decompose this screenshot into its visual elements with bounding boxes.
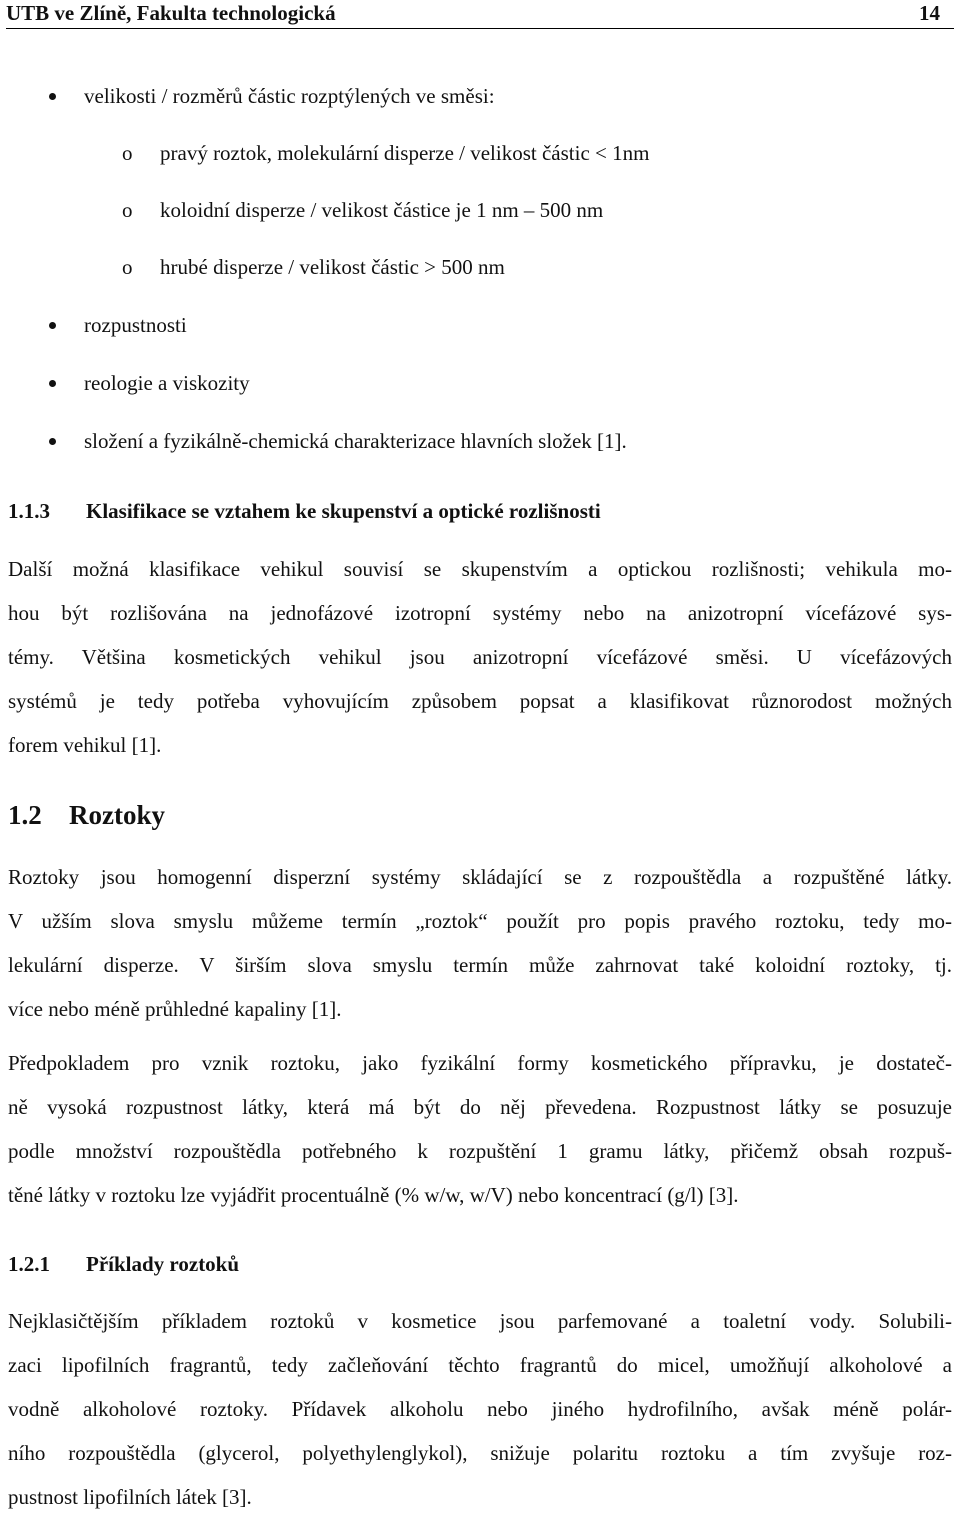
text-line: hou být rozlišována na jednofázové izotropní systémy nebo na anizotropní vícefázové sys- (8, 601, 952, 625)
sub-bullet-icon: o (122, 255, 133, 279)
text-line: systémů je tedy potřeba vyhovujícím způsobem popsat a klasifikovat různorodost možných (8, 689, 952, 713)
sub-bullet-icon: o (122, 141, 133, 165)
text-line: Nejklasičtějším příkladem roztoků v kosmetice jsou parfemované a toaletní vody. Solubili- (8, 1309, 952, 1333)
list-item: rozpustnosti (84, 313, 187, 337)
page-header (6, 0, 954, 29)
section-number: 1.2 (8, 800, 42, 830)
text-line: lekulární disperze. V širším slova smyslu termín může zahrnovat také koloidní roztoky, tj. (8, 953, 952, 977)
text-line: vodně alkoholové roztoky. Přídavek alkoholu nebo jiného hydrofilního, avšak méně polár- (8, 1397, 952, 1421)
section-number: 1.1.3 (8, 499, 50, 523)
text-line: pustnost lipofilních látek [3]. (8, 1485, 252, 1509)
section-title: Příklady roztoků (86, 1252, 240, 1276)
text-line: ního rozpouštědla (glycerol, polyethylenglykol), snižuje polaritu roztoku a tím zvyšuje roz- (8, 1441, 952, 1465)
text-line: těné látky v roztoku lze vyjádřit procentuálně (% w/w, w/V) nebo koncentrací (g/l) [3]. (8, 1183, 739, 1207)
section-title: Roztoky (69, 800, 165, 830)
text-line: zaci lipofilních fragrantů, tedy začleňování těchto fragrantů do micel, umožňují alkoholové a (8, 1353, 952, 1377)
paragraph-solubility (8, 1049, 952, 1225)
bullet-icon (49, 322, 56, 329)
text-line: Roztoky jsou homogenní disperzní systémy skládající se z rozpouštědla a rozpuštěné látky. (8, 865, 952, 889)
text-line: více nebo méně průhledné kapaliny [1]. (8, 997, 342, 1021)
bullet-icon (49, 380, 56, 387)
section-number: 1.2.1 (8, 1252, 50, 1276)
page-number: 14 (919, 1, 940, 25)
text-line: ně vysoká rozpustnost látky, která má být do něj převedena. Rozpustnost látky se posuzuje (8, 1095, 952, 1119)
text-line: forem vehikul [1]. (8, 733, 162, 757)
bullet-icon (49, 438, 56, 445)
text-line: podle množství rozpouštědla potřebného k rozpuštění 1 gramu látky, přičemž obsah rozpuš- (8, 1139, 952, 1163)
paragraph-classification (8, 555, 952, 775)
paragraph-solutions-definition (8, 863, 952, 1039)
sub-list-item: hrubé disperze / velikost částic > 500 nm (160, 255, 505, 279)
text-line: témy. Většina kosmetických vehikul jsou anizotropní vícefázové směsi. U vícefázových (8, 645, 952, 669)
text-line: V užším slova smyslu můžeme termín „roztok“ použít pro popis pravého roztoku, tedy mo- (8, 909, 952, 933)
text-line: Předpokladem pro vznik roztoku, jako fyzikální formy kosmetického přípravku, je dostateč- (8, 1051, 952, 1075)
text-line: Další možná klasifikace vehikul souvisí se skupenstvím a optickou rozlišnosti; vehikula mo- (8, 557, 952, 581)
bullet-icon (49, 93, 56, 100)
list-item: složení a fyzikálně-chemická charakterizace hlavních složek [1]. (84, 429, 627, 453)
list-item: reologie a viskozity (84, 371, 250, 395)
list-item: velikosti / rozměrů částic rozptýlených ve směsi: (84, 84, 495, 108)
sub-bullet-icon: o (122, 198, 133, 222)
section-title: Klasifikace se vztahem ke skupenství a optické rozlišnosti (86, 499, 601, 523)
sub-list-item: koloidní disperze / velikost částice je 1 nm – 500 nm (160, 198, 604, 222)
sub-list-item: pravý roztok, molekulární disperze / velikost částic < 1nm (160, 141, 650, 165)
paragraph-solution-examples (8, 1307, 952, 1527)
header-title: UTB ve Zlíně, Fakulta technologická (6, 1, 336, 25)
